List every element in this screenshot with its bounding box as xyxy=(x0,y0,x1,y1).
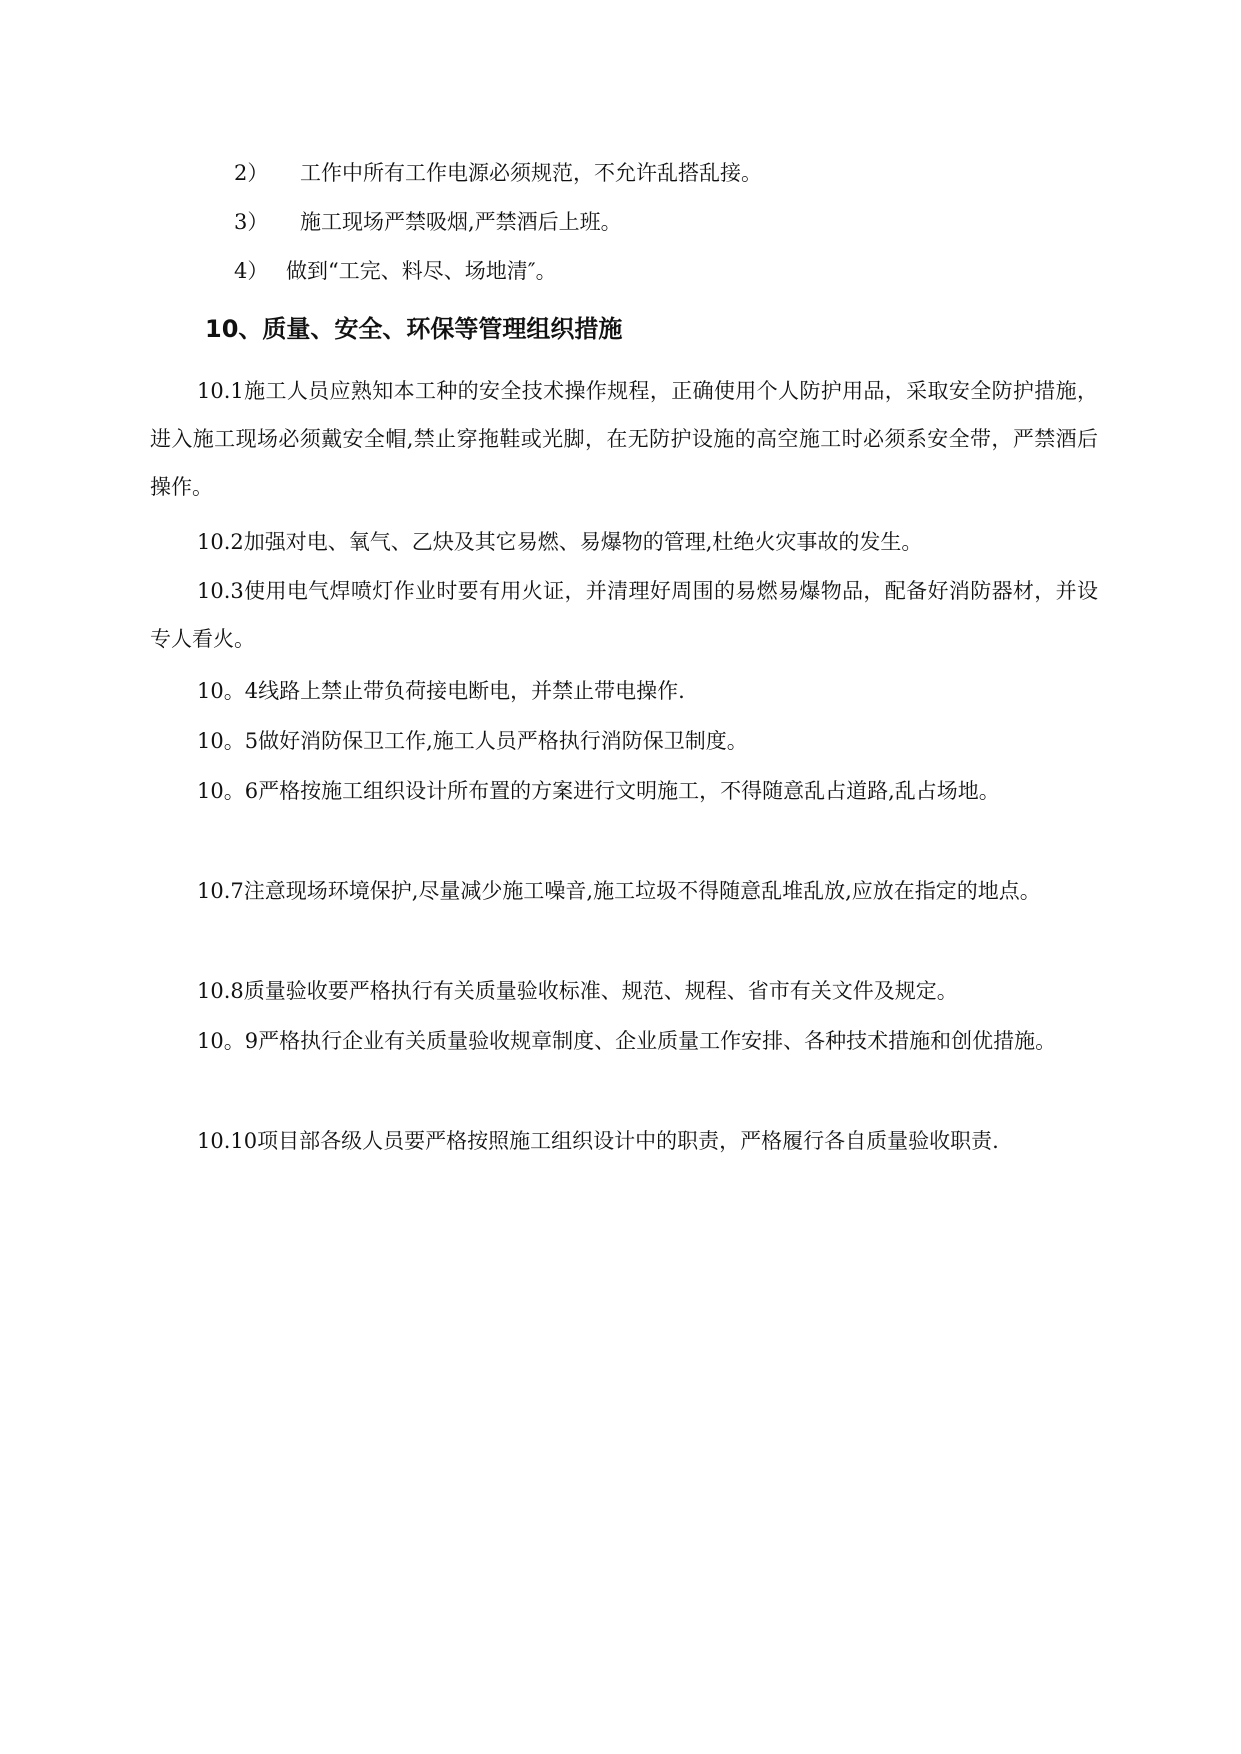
list-item xyxy=(234,256,557,286)
paragraph-10-6: 10。6严格按施工组织设计所布置的方案进行文明施工，不得随意乱占道路,乱占场地。 xyxy=(197,779,1000,803)
paragraph-10-2: 10.2加强对电、氧气、乙炔及其它易燃、易爆物的管理,杜绝火灾事故的发生。 xyxy=(197,530,923,554)
list-item-number: 4） xyxy=(234,259,269,283)
list-item-text: 工作中所有工作电源必须规范，不允许乱搭乱接。 xyxy=(300,161,762,185)
paragraph-10-4: 10。4线路上禁止带负荷接电断电，并禁止带电操作. xyxy=(197,679,685,703)
list-item xyxy=(234,207,622,237)
paragraph-10-3: 10.3使用电气焊喷灯作业时要有用火证，并清理好周围的易燃易爆物品，配备好消防器材，并设专人看火。 xyxy=(150,579,1098,651)
list-item-text: 施工现场严禁吸烟,严禁酒后上班。 xyxy=(300,210,622,234)
paragraph-10-10: 10.10项目部各级人员要严格按照施工组织设计中的职责，严格履行各自质量验收职责. xyxy=(197,1129,999,1153)
paragraph-10-5: 10。5做好消防保卫工作,施工人员严格执行消防保卫制度。 xyxy=(197,729,748,753)
section-heading: 10、质量、安全、环保等管理组织措施 xyxy=(205,315,623,343)
list-item xyxy=(234,158,762,188)
paragraph-10-9: 10。9严格执行企业有关质量验收规章制度、企业质量工作安排、各种技术措施和创优措施。 xyxy=(197,1029,1057,1053)
list-item-number: 2） xyxy=(234,161,269,185)
paragraph-10-8: 10.8质量验收要严格执行有关质量验收标准、规范、规程、省市有关文件及规定。 xyxy=(197,979,958,1003)
list-item-number: 3） xyxy=(234,210,269,234)
paragraph-10-7: 10.7注意现场环境保护,尽量减少施工噪音,施工垃圾不得随意乱堆乱放,应放在指定的地点。 xyxy=(197,879,1041,903)
list-item-text: 做到“工完、料尽、场地清″。 xyxy=(286,259,557,283)
paragraph-10-1: 10.1施工人员应熟知本工种的安全技术操作规程，正确使用个人防护用品，采取安全防护措施，进入施工现场必须戴安全帽,禁止穿拖鞋或光脚，在无防护设施的高空施工时必须系安全带，严禁酒后操作。 xyxy=(150,379,1098,499)
